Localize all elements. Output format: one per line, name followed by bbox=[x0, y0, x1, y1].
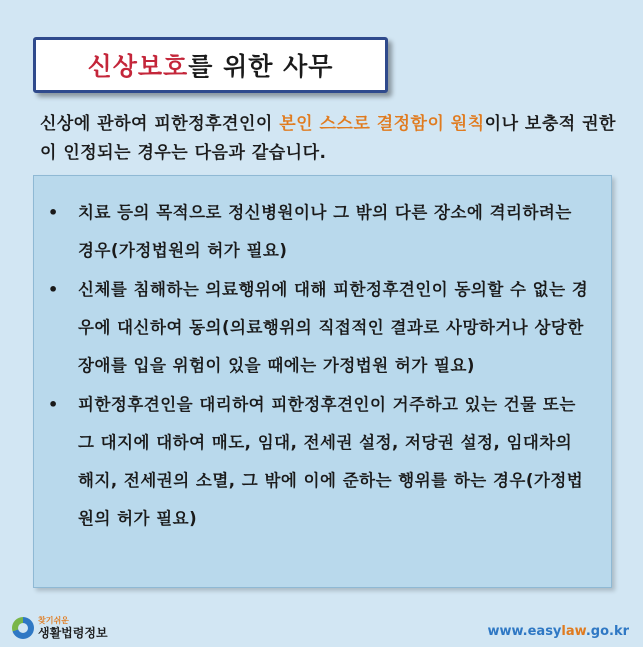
bullet-text: 피한정후견인을 대리하여 피한정후견인이 거주하고 있는 건물 또는 그 대지에 대하여 매도, 임대, 전세권 설정, 저당권 설정, 임대차의 해지, 전세권의 소멸, 그 밖에 이에 준하는 행위를 하는 경우(가정법원의 허가 필요) bbox=[78, 395, 584, 528]
url-suffix: .go.kr bbox=[585, 624, 629, 639]
logo-icon bbox=[12, 617, 34, 639]
intro-emphasis: 본인 스스로 결정함이 원칙 bbox=[279, 114, 485, 134]
intro-after: 이나 보충적 권한이 인정되는 경우는 다음과 같습니다. bbox=[40, 114, 616, 163]
intro-text bbox=[40, 110, 630, 168]
bullet-text: 신체를 침해하는 의료행위에 대해 피한정후견인이 동의할 수 없는 경우에 대신하여 동의(의료행위의 직접적인 결과로 사망하거나 상당한 장애를 입을 위험이 있을 때에는 가정법원 허가 필요) bbox=[78, 280, 589, 375]
footer-logo[interactable] bbox=[12, 617, 108, 639]
list-item bbox=[48, 194, 591, 270]
bullet-icon: • bbox=[48, 280, 59, 299]
bullet-text: 치료 등의 목적으로 정신병원이나 그 밖의 다른 장소에 격리하려는 경우(가정법원의 허가 필요) bbox=[78, 203, 572, 260]
url-highlight: law bbox=[561, 624, 586, 639]
title-rest: 를 위한 사무 bbox=[188, 52, 334, 81]
bullet-list bbox=[48, 194, 591, 538]
title-highlight: 신상보호 bbox=[87, 52, 189, 81]
site-url-link[interactable] bbox=[487, 624, 629, 639]
intro-before: 신상에 관하여 피한정후견인이 bbox=[40, 114, 280, 134]
content-box bbox=[33, 175, 612, 588]
bullet-icon: • bbox=[48, 203, 59, 222]
bullet-icon: • bbox=[48, 395, 59, 414]
logo-main-text: 생활법령정보 bbox=[38, 626, 108, 640]
list-item bbox=[48, 271, 591, 385]
url-prefix: www.easy bbox=[487, 624, 562, 639]
list-item bbox=[48, 386, 591, 538]
title-box bbox=[33, 37, 388, 93]
logo-small-text: 찾기쉬운 bbox=[38, 616, 69, 625]
